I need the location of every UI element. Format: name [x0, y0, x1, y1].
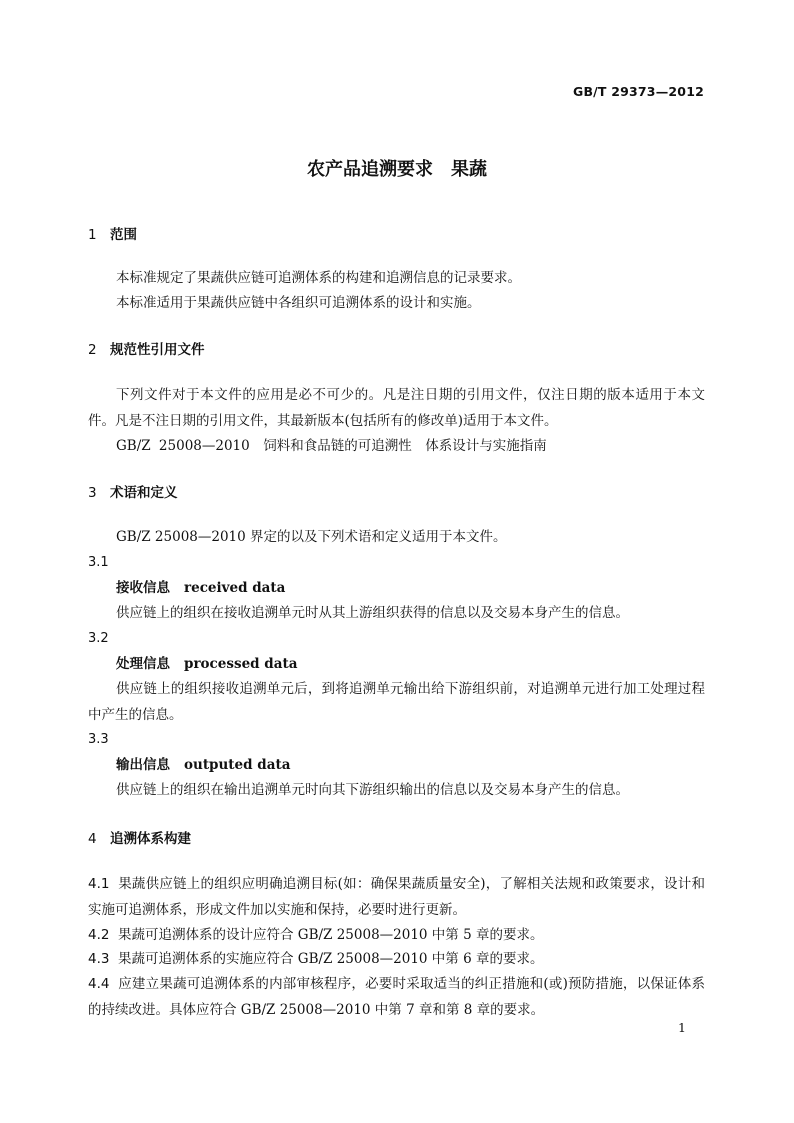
term-number: 3.1: [88, 555, 109, 570]
clause: [88, 871, 705, 923]
document-id: GB/T 29373—2012: [572, 84, 704, 99]
term-heading: [88, 651, 733, 677]
term-zh: 输出信息: [116, 757, 170, 773]
clause-number: 4.4: [88, 976, 110, 992]
section-heading-traceability-system: [88, 826, 705, 852]
section-heading-normative-references: [88, 337, 705, 363]
referenced-document: GB/Z 25008—2010 饲料和食品链的可追溯性 体系设计与实施指南: [116, 438, 547, 454]
section-heading-scope: [88, 222, 705, 248]
paragraph: 下列文件对于本文件的应用是必不可少的。凡是注日期的引用文件，仅注日期的版本适用于本文件。凡是不注日期的引用文件，其最新版本(包括所有的修改单)适用于本文件。: [88, 387, 705, 429]
section-number: 3: [88, 485, 97, 501]
term-heading: [88, 752, 733, 778]
section-title: 追溯体系构建: [110, 831, 191, 847]
paragraph: 本标准适用于果蔬供应链中各组织可追溯体系的设计和实施。: [116, 295, 481, 311]
section-number: 4: [88, 831, 97, 847]
term-zh: 接收信息: [116, 580, 170, 596]
term-definition: 供应链上的组织在输出追溯单元时向其下游组织输出的信息以及交易本身产生的信息。: [116, 782, 629, 798]
paragraph: 本标准规定了果蔬供应链可追溯体系的构建和追溯信息的记录要求。: [116, 270, 521, 286]
clause-text: 果蔬供应链上的组织应明确追溯目标(如：确保果蔬质量安全)，了解相关法规和政策要求，设计和实施可追溯体系，形成文件加以实施和保持，必要时进行更新。: [88, 876, 705, 918]
term-number: 3.2: [88, 631, 109, 646]
section-number: 2: [88, 342, 97, 358]
document-title: 农产品追溯要求 果蔬: [307, 159, 487, 180]
clause-text: 果蔬可追溯体系的实施应符合 GB/Z 25008—2010 中第 6 章的要求。: [118, 951, 544, 967]
section-title: 范围: [110, 227, 137, 243]
clause-number: 4.2: [88, 927, 110, 943]
page-number: 1: [678, 1020, 686, 1035]
section-number: 1: [88, 227, 97, 243]
section-title: 术语和定义: [110, 485, 178, 501]
clause-number: 4.1: [88, 876, 110, 892]
term-heading: [88, 575, 733, 601]
term-definition: 供应链上的组织在接收追溯单元时从其上游组织获得的信息以及交易本身产生的信息。: [116, 605, 629, 621]
clause: [88, 946, 705, 972]
section-title: 规范性引用文件: [110, 342, 205, 358]
clause-text: 果蔬可追溯体系的设计应符合 GB/Z 25008—2010 中第 5 章的要求。: [118, 927, 544, 943]
term-zh: 处理信息: [116, 656, 170, 672]
term-en: outputed data: [184, 757, 291, 773]
clause: [88, 971, 705, 1023]
term-definition: 供应链上的组织接收追溯单元后，到将追溯单元输出给下游组织前，对追溯单元进行加工处理过程中产生的信息。: [88, 681, 705, 723]
clause-text: 应建立果蔬可追溯体系的内部审核程序，必要时采取适当的纠正措施和(或)预防措施，以保证体系的持续改进。具体应符合 GB/Z 25008—2010 中第 7 章和第 8 章的要求。: [88, 976, 705, 1018]
section-heading-terms-definitions: [88, 480, 705, 506]
term-number: 3.3: [88, 732, 109, 747]
term-en: received data: [184, 580, 286, 596]
clause: [88, 922, 705, 948]
clause-number: 4.3: [88, 951, 110, 967]
paragraph: GB/Z 25008—2010 界定的以及下列术语和定义适用于本文件。: [116, 529, 507, 545]
term-en: processed data: [184, 656, 298, 672]
